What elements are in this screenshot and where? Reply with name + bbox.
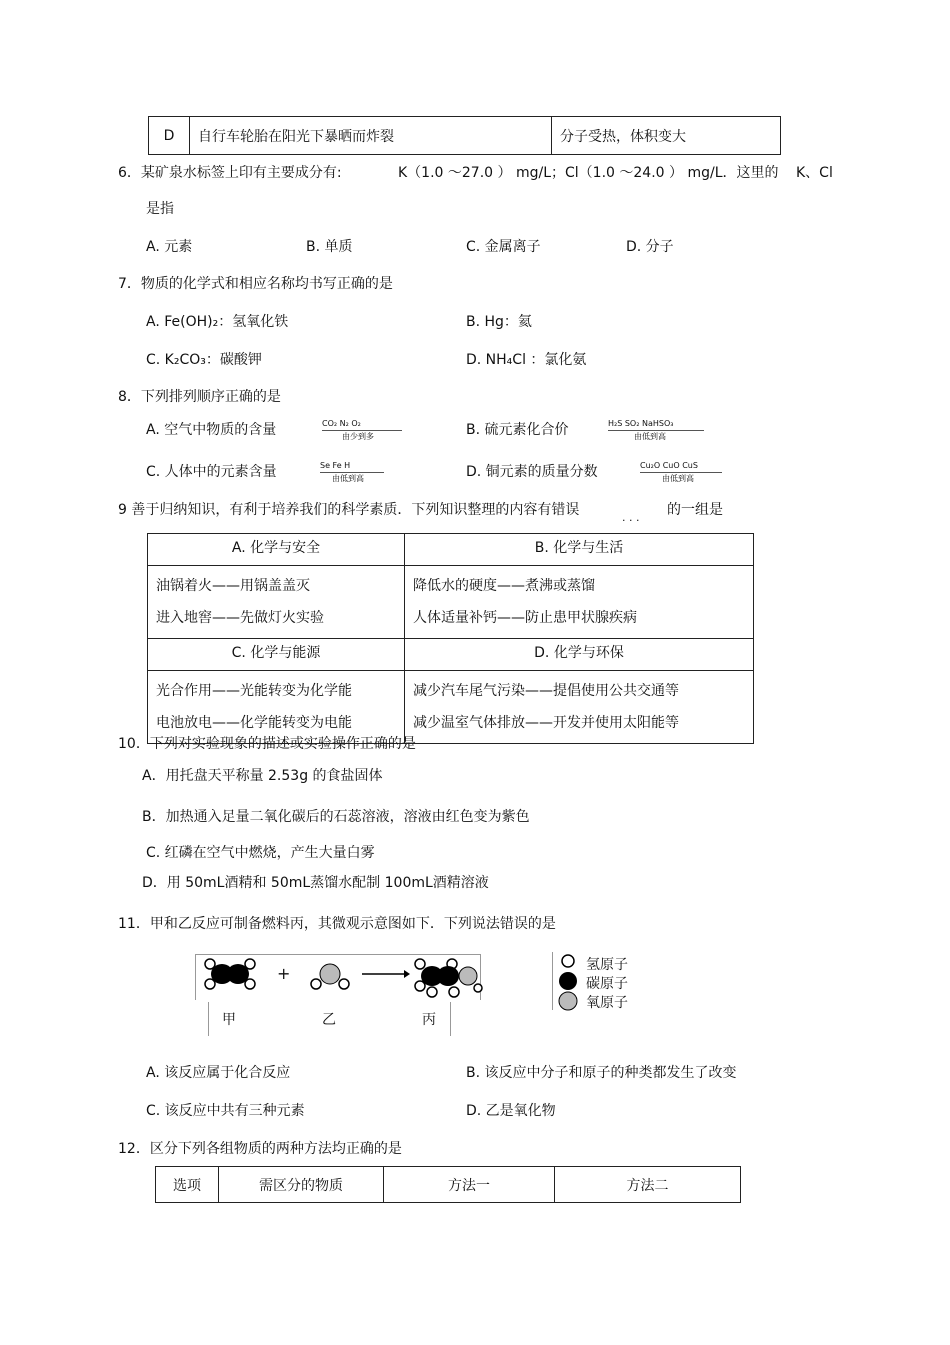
- q11-option-a: A. 该反应属于化合反应: [146, 1065, 291, 1081]
- q9-b1: 降低水的硬度——煮沸或蒸馏: [413, 578, 595, 594]
- q9-head-d: D. 化学与环保: [405, 639, 754, 671]
- q9-d2: 减少温室气体排放——开发并使用太阳能等: [413, 715, 679, 731]
- q8-c-items: Se Fe H: [320, 461, 351, 470]
- q10-option-b: B．加热通入足量二氧化碳后的石蕊溶液，溶液由红色变为紫色: [142, 809, 530, 825]
- q11-divider-1: [208, 1002, 209, 1036]
- q11-label-bing: 丙: [422, 1012, 436, 1028]
- q8-option-c: C. 人体中的元素含量: [146, 464, 277, 480]
- q10-stem: 10．下列对实验现象的描述或实验操作正确的是: [118, 736, 416, 752]
- row-d-explanation: 分子受热，体积变大: [552, 117, 781, 155]
- q9-a1: 油锅着火——用锅盖盖灭: [156, 578, 310, 594]
- q8-option-d: D. 铜元素的质量分数: [466, 464, 598, 480]
- q8-d-arrow: [640, 472, 722, 473]
- q9-a2: 进入地窖——先做灯火实验: [156, 610, 324, 626]
- q6-stem-values: K（1.0 ～27.0 ） mg/L；Cl（1.0 ～24.0 ） mg/L．这里的: [398, 165, 779, 181]
- q8-a-note: 由少到多: [342, 432, 374, 441]
- q7-stem: 7．物质的化学式和相应名称均书写正确的是: [118, 276, 393, 292]
- row-d-label: D: [149, 117, 190, 155]
- q7-option-b: B. Hg：氦: [466, 314, 532, 330]
- q8-c-note: 由低到高: [332, 474, 364, 483]
- q9-head-a: A. 化学与安全: [148, 534, 405, 566]
- q9-c1: 光合作用——光能转变为化学能: [156, 683, 352, 699]
- q8-b-note: 由低到高: [634, 432, 666, 441]
- q11-option-c: C. 该反应中共有三种元素: [146, 1103, 305, 1119]
- q12-table: [155, 1166, 741, 1203]
- q6-stem-line2: 是指: [146, 201, 174, 217]
- q12-header-method2: 方法二: [555, 1167, 741, 1203]
- q8-c-arrow: [320, 472, 384, 473]
- q11-plus-sign: +: [277, 964, 291, 983]
- q7-option-a: A. Fe(OH)₂：氢氧化铁: [146, 314, 289, 330]
- q11-legend-carbon: 碳原子: [586, 976, 628, 992]
- q7-option-d: D. NH₄Cl ：氯化氨: [466, 352, 587, 368]
- q6-stem-elements: K、Cl: [796, 165, 833, 181]
- q9-cell-a: [148, 566, 405, 639]
- q8-b-arrow: [608, 430, 704, 431]
- q11-legend-hydrogen: 氢原子: [586, 957, 628, 973]
- q11-legend-oxygen: 氧原子: [586, 995, 628, 1011]
- q12-stem: 12．区分下列各组物质的两种方法均正确的是: [118, 1141, 402, 1157]
- q6-stem: 6．某矿泉水标签上印有主要成分有:: [118, 165, 342, 181]
- q11-label-jia: 甲: [222, 1012, 236, 1028]
- q6-option-c: C. 金属离子: [466, 239, 541, 255]
- q11-option-d: D. 乙是氧化物: [466, 1103, 556, 1119]
- q11-molecule-bing: [410, 956, 482, 1000]
- q8-option-a: A. 空气中物质的含量: [146, 422, 277, 438]
- q10-option-a: A．用托盘天平称量 2.53g 的食盐固体: [142, 768, 383, 784]
- q11-reaction-arrow: [362, 968, 410, 980]
- q8-option-b: B. 硫元素化合价: [466, 422, 569, 438]
- q9-head-b: B. 化学与生活: [405, 534, 754, 566]
- q6-option-d: D. 分子: [626, 239, 674, 255]
- q9-b2: 人体适量补钙——防止患甲状腺疾病: [413, 610, 637, 626]
- q6-option-b: B. 单质: [306, 239, 353, 255]
- q12-header-substances: 需区分的物质: [219, 1167, 384, 1203]
- q7-option-c: C. K₂CO₃：碳酸钾: [146, 352, 262, 368]
- q11-legend-symbols: [556, 952, 582, 1012]
- q12-header-method1: 方法一: [384, 1167, 555, 1203]
- q11-molecule-yi: [308, 960, 354, 994]
- q11-label-yi: 乙: [322, 1012, 336, 1028]
- q8-a-items: CO₂ N₂ O₂: [322, 419, 361, 428]
- row-d-phenomenon: 自行车轮胎在阳光下暴晒而炸裂: [190, 117, 552, 155]
- q11-diagram-top-border: [195, 954, 481, 955]
- q9-d1: 减少汽车尾气污染——提倡使用公共交通等: [413, 683, 679, 699]
- q9-emphasis-dots: . . .: [622, 511, 640, 524]
- row-d-table: [148, 116, 781, 155]
- q11-divider-2: [450, 1002, 451, 1036]
- q8-stem: 8．下列排列顺序正确的是: [118, 389, 281, 405]
- q9-cell-c: [148, 671, 405, 744]
- q8-a-arrow: [322, 430, 402, 431]
- q10-option-d: D．用 50mL酒精和 50mL蒸馏水配制 100mL酒精溶液: [142, 875, 489, 891]
- q8-b-items: H₂S SO₂ NaHSO₃: [608, 419, 674, 428]
- q11-option-b: B. 该反应中分子和原子的种类都发生了改变: [466, 1065, 737, 1081]
- q12-header-option: 选项: [156, 1167, 219, 1203]
- q9-head-c: C. 化学与能源: [148, 639, 405, 671]
- q9-stem: 9 善于归纳知识，有利于培养我们的科学素质．下列知识整理的内容有错误: [118, 502, 580, 518]
- q9-knowledge-table: [147, 533, 754, 744]
- q11-molecule-jia: [196, 956, 266, 996]
- q6-option-a: A. 元素: [146, 239, 193, 255]
- q9-cell-b: [405, 566, 754, 639]
- q10-option-c: C. 红磷在空气中燃烧，产生大量白雾: [146, 845, 375, 861]
- q11-stem: 11．甲和乙反应可制备燃料丙，其微观示意图如下．下列说法错误的是: [118, 916, 556, 932]
- q8-d-items: Cu₂O CuO CuS: [640, 461, 698, 470]
- q9-cell-d: [405, 671, 754, 744]
- q9-c2: 电池放电——化学能转变为电能: [156, 715, 352, 731]
- q9-stem-tail: 的一组是: [667, 502, 723, 518]
- q11-legend-border: [552, 952, 553, 1010]
- q8-d-note: 由低到高: [662, 474, 694, 483]
